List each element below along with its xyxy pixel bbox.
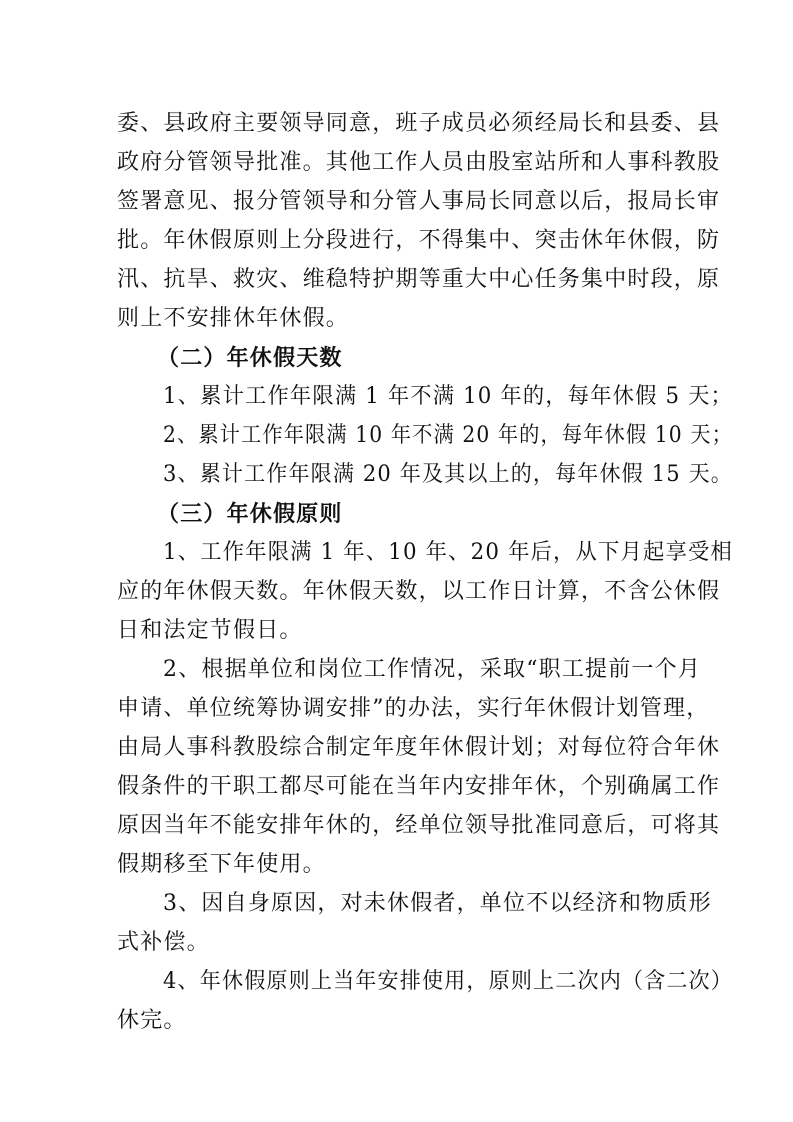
line-text: 休完。 (117, 1008, 187, 1033)
paragraph-line (0, 612, 793, 650)
paragraph-line (0, 807, 793, 845)
list-item (0, 417, 793, 455)
heading-text: （三）年休假原则 (157, 501, 343, 527)
paragraph-line (0, 222, 793, 260)
line-text: 批。年休假原则上分段进行，不得集中、突击休年休假，防 (117, 228, 721, 253)
line-text: 由局人事科教股综合制定年度年休假计划；对每位符合年休 (117, 735, 721, 760)
line-text: 式补偿。 (117, 930, 210, 955)
paragraph-line (0, 690, 793, 728)
paragraph-line (0, 534, 793, 572)
paragraph-line (0, 144, 793, 182)
line-text: 1、工作年限满 1 年、10 年、20 年后，从下月起享受相 (163, 540, 733, 565)
paragraph-line (0, 846, 793, 884)
paragraph-line (0, 573, 793, 611)
line-text: 应的年休假天数。年休假天数，以工作日计算，不含公休假 (117, 579, 721, 604)
paragraph-line (0, 261, 793, 299)
line-text: 申请、单位统筹协调安排”的办法，实行年休假计划管理， (117, 696, 710, 721)
line-text: 原因当年不能安排年休的，经单位领导批准同意后，可将其 (117, 813, 721, 838)
paragraph-line (0, 885, 793, 923)
paragraph-line (0, 105, 793, 143)
line-text: 3、因自身原因，对未休假者，单位不以经济和物质形 (163, 891, 712, 916)
paragraph-line (0, 729, 793, 767)
line-text: 政府分管领导批准。其他工作人员由股室站所和人事科教股 (117, 150, 721, 175)
line-text: 假条件的干职工都尽可能在当年内安排年休，个别确属工作 (117, 774, 721, 799)
line-text: 日和法定节假日。 (117, 618, 303, 643)
line-text: 3、累计工作年限满 20 年及其以上的，每年休假 15 天。 (163, 462, 733, 487)
line-text: 委、县政府主要领导同意，班子成员必须经局长和县委、县 (117, 111, 721, 136)
heading-text: （二）年休假天数 (157, 345, 343, 371)
list-item (0, 456, 793, 494)
line-text: 2、累计工作年限满 10 年不满 20 年的，每年休假 10 天； (163, 423, 733, 448)
paragraph-line (0, 300, 793, 338)
line-text: 2、根据单位和岗位工作情况，采取“职工提前一个月 (163, 657, 702, 682)
paragraph-line (0, 963, 793, 1001)
paragraph-line (0, 651, 793, 689)
paragraph-line (0, 1002, 793, 1040)
line-text: 4、年休假原则上当年安排使用，原则上二次内（含二次） (163, 969, 734, 994)
line-text: 则上不安排休年休假。 (117, 306, 350, 331)
section-heading (0, 495, 793, 533)
paragraph-line (0, 924, 793, 962)
line-text: 签署意见、报分管领导和分管人事局长同意以后，报局长审 (117, 189, 721, 214)
paragraph-line (0, 183, 793, 221)
section-heading (0, 339, 793, 377)
line-text: 汛、抗旱、救灾、维稳特护期等重大中心任务集中时段，原 (117, 267, 721, 292)
line-text: 1、累计工作年限满 1 年不满 10 年的，每年休假 5 天； (163, 384, 734, 409)
paragraph-line (0, 768, 793, 806)
line-text: 假期移至下年使用。 (117, 852, 326, 877)
list-item (0, 378, 793, 416)
